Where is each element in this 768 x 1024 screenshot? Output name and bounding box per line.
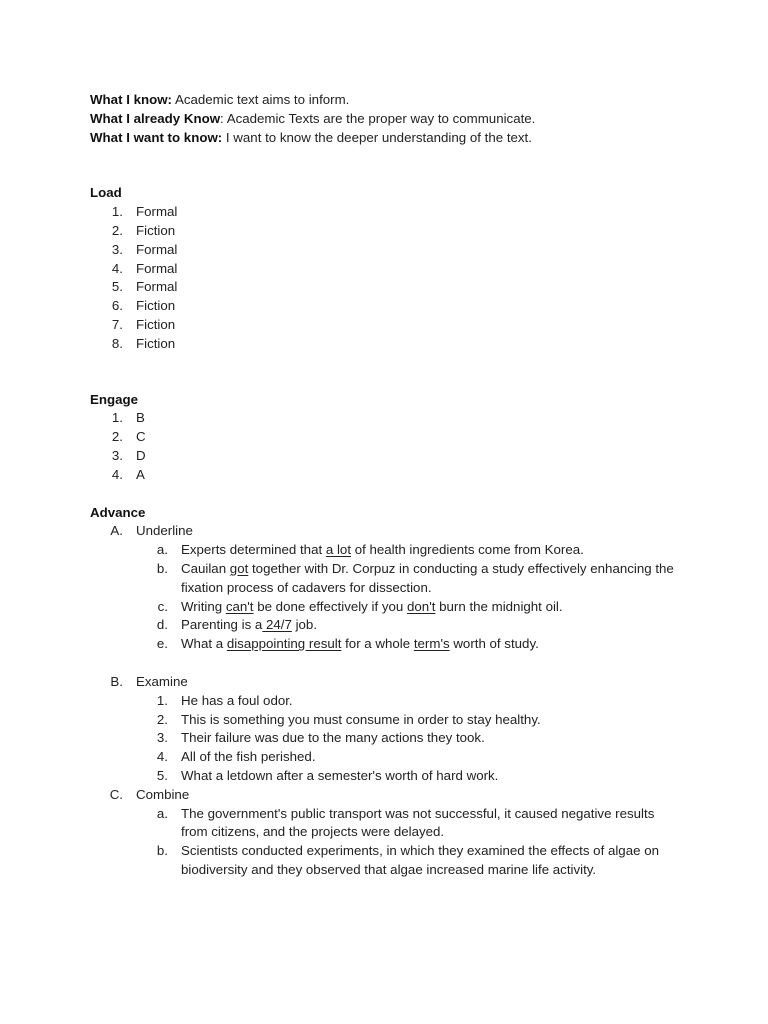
examine-list: [90, 692, 690, 786]
document-page: [90, 91, 690, 880]
list-item: b. Scientists conducted experiments, in which they examined the effects of algae on biodiversity and they observed that algae increased marine life activity.: [156, 843, 659, 877]
list-item: 6. Fiction: [111, 298, 176, 314]
list-item: 3. Formal: [111, 241, 178, 257]
underline-heading: A. Underline: [110, 523, 193, 539]
what-i-already-know-label: What I already Know: [90, 110, 221, 126]
list-item: 2. Fiction: [111, 222, 176, 238]
what-i-want-to-know-line: [90, 129, 690, 148]
what-i-know-text: Academic text aims to inform.: [172, 92, 350, 107]
engage-title: Engage: [90, 391, 139, 407]
what-i-want-to-know-text: I want to know the deeper understanding of the text.: [222, 129, 532, 145]
list-item: 7. Fiction: [111, 316, 176, 332]
list-item: b. Cauilan got together with Dr. Corpuz in conducting a study effectively enhancing the fixation process of cadavers for dissection.: [156, 560, 674, 595]
list-item: 4. All of the fish perished.: [156, 749, 316, 765]
examine-heading: B. Examine: [110, 673, 188, 689]
what-i-already-know-line: [90, 110, 690, 129]
what-i-know-line: [90, 91, 690, 110]
what-i-know-label: What I know:: [90, 92, 172, 107]
list-item: 8. Fiction: [111, 335, 176, 351]
list-item: 2. This is something you must consume in order to stay healthy.: [156, 711, 541, 727]
load-list: [90, 203, 690, 353]
engage-list: [90, 409, 690, 484]
list-item: 2. C: [111, 429, 146, 445]
what-i-want-to-know-label: What I want to know:: [90, 129, 223, 145]
combine-list: [90, 805, 690, 880]
list-item: 5. Formal: [111, 279, 178, 295]
list-item: 3. Their failure was due to the many actions they took.: [156, 730, 485, 746]
load-title: Load: [90, 185, 122, 201]
underline-list: [90, 541, 690, 654]
list-item: 4. Formal: [111, 260, 178, 276]
list-item: 1. He has a foul odor.: [156, 692, 293, 708]
list-item: e. What a disappointing result for a whole term's worth of study.: [156, 636, 539, 652]
list-item: 1. B: [111, 410, 145, 426]
list-item: c. Writing can't be done effectively if you don't burn the midnight oil.: [157, 598, 563, 614]
list-item: a. Experts determined that a lot of health ingredients come from Korea.: [156, 542, 584, 558]
list-item: 3. D: [111, 447, 146, 463]
advance-title: Advance: [90, 504, 146, 520]
combine-heading: C. Combine: [109, 786, 190, 802]
list-item: 1. Formal: [111, 204, 178, 220]
list-item: 5. What a letdown after a semester's worth of hard work.: [156, 767, 499, 783]
list-item: 4. A: [111, 466, 145, 482]
what-i-already-know-text: : Academic Texts are the proper way to communicate.: [220, 110, 536, 126]
list-item: a. The government's public transport was not successful, it caused negative results from citizens, and the projects were delayed.: [156, 805, 655, 840]
list-item: d. Parenting is a 24/7 job.: [156, 617, 318, 633]
